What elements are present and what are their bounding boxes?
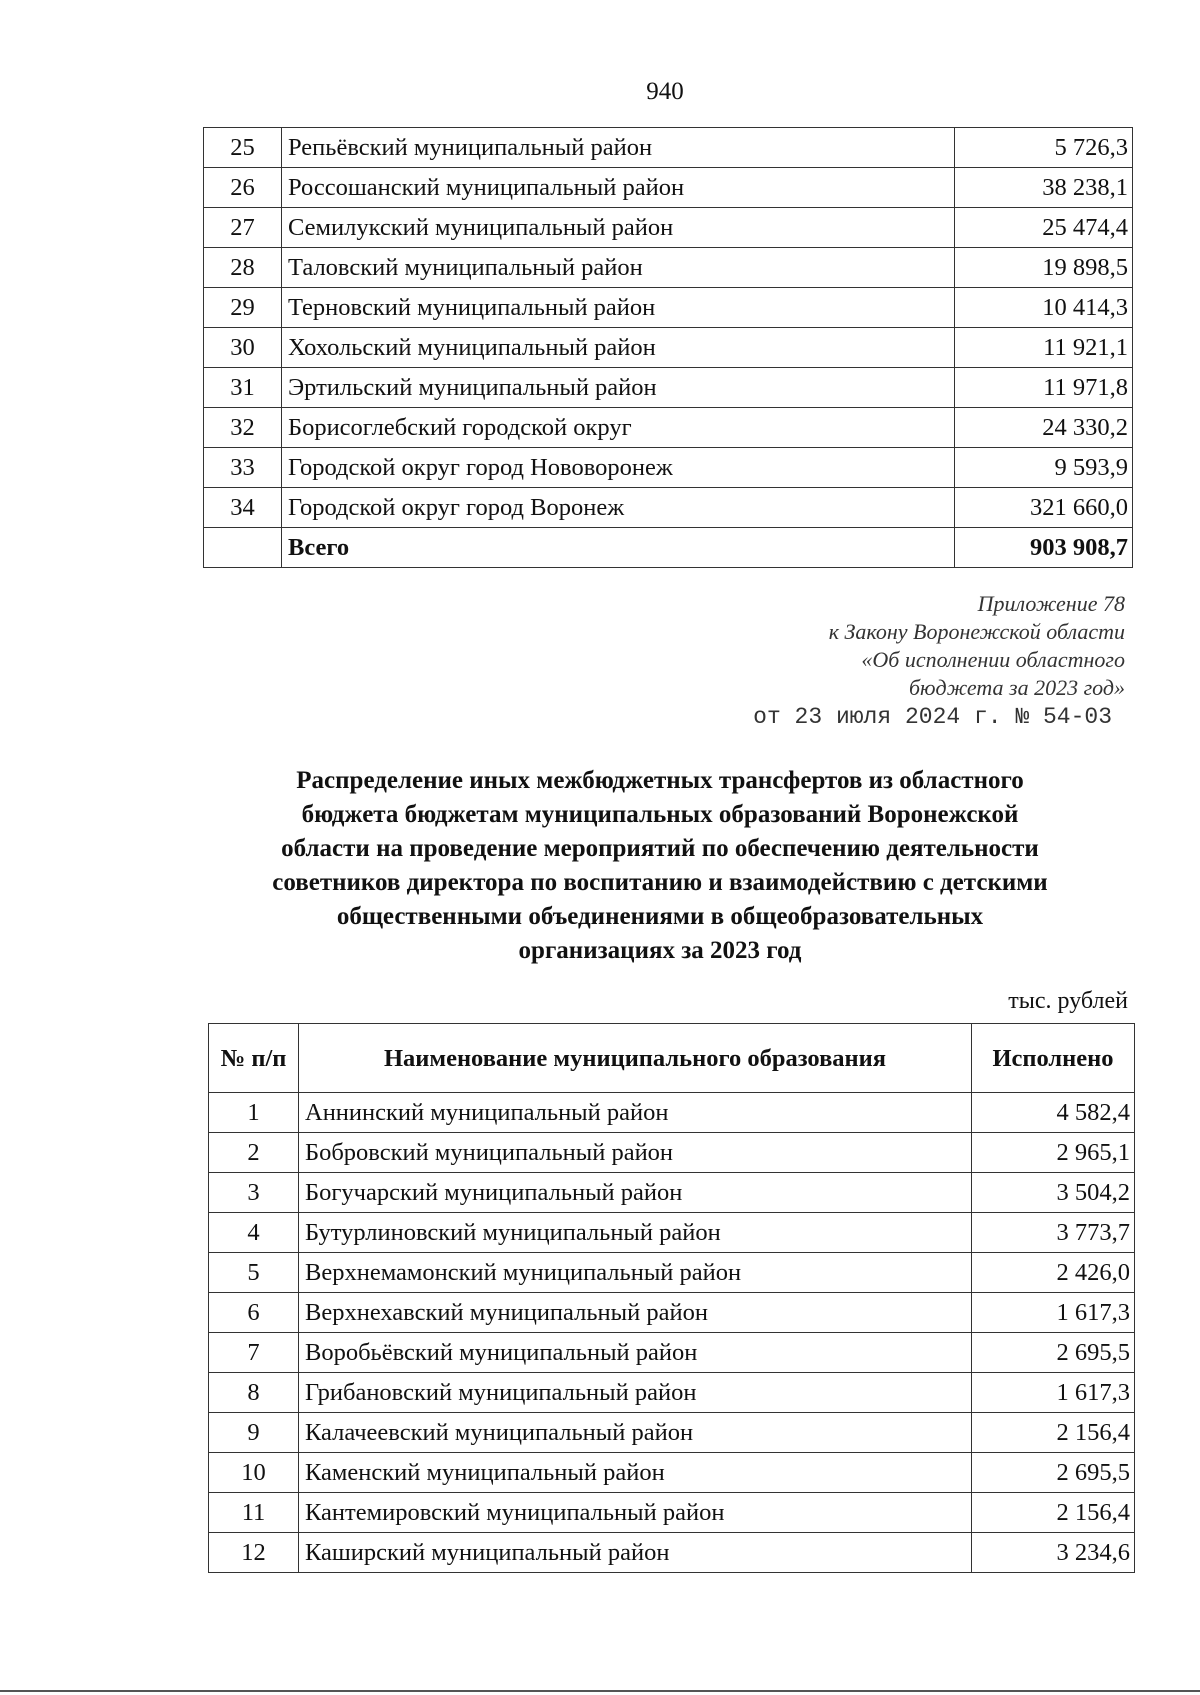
row-value: 5 726,3 (955, 128, 1133, 168)
row-value: 25 474,4 (955, 208, 1133, 248)
title-line: советников директора по воспитанию и взаимодействию с детскими (272, 869, 1048, 896)
row-number: 28 (204, 248, 282, 288)
row-name: Верхнемамонский муниципальный район (299, 1253, 972, 1293)
row-name: Борисоглебский городской округ (282, 408, 955, 448)
row-number: 9 (209, 1413, 299, 1453)
table-row (209, 1093, 1135, 1133)
table-row (209, 1213, 1135, 1253)
row-value: 9 593,9 (955, 448, 1133, 488)
unit-label: тыс. рублей (1008, 988, 1128, 1014)
row-value: 2 965,1 (972, 1133, 1135, 1173)
table-row (204, 448, 1133, 488)
table-row (204, 248, 1133, 288)
appendix-line: бюджета за 2023 год» (908, 675, 1125, 700)
row-number: 7 (209, 1333, 299, 1373)
table-row (209, 1413, 1135, 1453)
table-row (204, 408, 1133, 448)
table-row (209, 1333, 1135, 1373)
table-row (204, 168, 1133, 208)
table-row (209, 1293, 1135, 1333)
row-value: 11 921,1 (955, 328, 1133, 368)
bottom-rule (0, 1690, 1200, 1692)
table-row (204, 128, 1133, 168)
row-value: 3 773,7 (972, 1213, 1135, 1253)
row-value: 2 695,5 (972, 1453, 1135, 1493)
table1-body (204, 128, 1133, 568)
table2-body (209, 1093, 1135, 1573)
row-number: 12 (209, 1533, 299, 1573)
total-value: 903 908,7 (955, 528, 1133, 568)
row-number: 30 (204, 328, 282, 368)
row-number: 2 (209, 1133, 299, 1173)
row-name: Каширский муниципальный район (299, 1533, 972, 1573)
title-line: области на проведение мероприятий по обеспечению деятельности (281, 835, 1039, 862)
row-value: 1 617,3 (972, 1293, 1135, 1333)
table-row (209, 1173, 1135, 1213)
table-row (209, 1253, 1135, 1293)
row-value: 321 660,0 (955, 488, 1133, 528)
row-value: 38 238,1 (955, 168, 1133, 208)
row-value: 19 898,5 (955, 248, 1133, 288)
row-name: Верхнехавский муниципальный район (299, 1293, 972, 1333)
row-value: 2 156,4 (972, 1413, 1135, 1453)
row-number: 29 (204, 288, 282, 328)
table-row (204, 288, 1133, 328)
table-row (209, 1533, 1135, 1573)
row-name: Каменский муниципальный район (299, 1453, 972, 1493)
row-name: Таловский муниципальный район (282, 248, 955, 288)
row-value: 10 414,3 (955, 288, 1133, 328)
row-number: 10 (209, 1453, 299, 1493)
row-name: Воробьёвский муниципальный район (299, 1333, 972, 1373)
table-row (204, 368, 1133, 408)
row-value: 11 971,8 (955, 368, 1133, 408)
row-number: 5 (209, 1253, 299, 1293)
table-row (204, 328, 1133, 368)
title-line: бюджета бюджетам муниципальных образований Воронежской (301, 801, 1019, 828)
title-line: организациях за 2023 год (518, 937, 802, 964)
appendix-line: Приложение 78 (977, 591, 1125, 616)
row-value: 3 234,6 (972, 1533, 1135, 1573)
title-line: Распределение иных межбюджетных трансфертов из областного (296, 767, 1024, 794)
title-line: общественными объединениями в общеобразовательных (336, 903, 984, 930)
law-date-stamp: от 23 июля 2024 г. № 54-03 (753, 704, 1112, 730)
row-name: Эртильский муниципальный район (282, 368, 955, 408)
table-row (209, 1133, 1135, 1173)
header-value: Исполнено (972, 1024, 1135, 1093)
total-row (204, 528, 1133, 568)
table-row (209, 1453, 1135, 1493)
row-name: Богучарский муниципальный район (299, 1173, 972, 1213)
row-name: Аннинский муниципальный район (299, 1093, 972, 1133)
row-value: 2 695,5 (972, 1333, 1135, 1373)
row-number: 31 (204, 368, 282, 408)
row-number: 6 (209, 1293, 299, 1333)
row-number: 8 (209, 1373, 299, 1413)
row-name: Грибановский муниципальный район (299, 1373, 972, 1413)
document-title (210, 764, 1110, 968)
appendix-line: «Об исполнении областного (861, 647, 1125, 672)
table-row (209, 1373, 1135, 1413)
row-value: 24 330,2 (955, 408, 1133, 448)
header-name: Наименование муниципального образования (299, 1024, 972, 1093)
row-number: 26 (204, 168, 282, 208)
table-row (204, 208, 1133, 248)
table-header-row (209, 1024, 1135, 1093)
row-number: 27 (204, 208, 282, 248)
row-name: Городской округ город Воронеж (282, 488, 955, 528)
row-number: 1 (209, 1093, 299, 1133)
row-number: 3 (209, 1173, 299, 1213)
row-number: 32 (204, 408, 282, 448)
row-name: Кантемировский муниципальный район (299, 1493, 972, 1533)
transfers-table (208, 1023, 1135, 1573)
total-label: Всего (282, 528, 955, 568)
row-name: Репьёвский муниципальный район (282, 128, 955, 168)
table-row (209, 1493, 1135, 1533)
row-number: 11 (209, 1493, 299, 1533)
transfers-table-continued (203, 127, 1133, 568)
row-name: Хохольский муниципальный район (282, 328, 955, 368)
row-name: Бутурлиновский муниципальный район (299, 1213, 972, 1253)
row-value: 4 582,4 (972, 1093, 1135, 1133)
table-row (204, 488, 1133, 528)
row-number: 34 (204, 488, 282, 528)
header-number: № п/п (209, 1024, 299, 1093)
row-name: Терновский муниципальный район (282, 288, 955, 328)
row-name: Калачеевский муниципальный район (299, 1413, 972, 1453)
page-number: 940 (646, 78, 684, 105)
appendix-line: к Закону Воронежской области (828, 619, 1125, 644)
total-number (204, 528, 282, 568)
row-name: Городской округ город Нововоронеж (282, 448, 955, 488)
row-number: 33 (204, 448, 282, 488)
row-name: Семилукский муниципальный район (282, 208, 955, 248)
row-number: 4 (209, 1213, 299, 1253)
row-value: 3 504,2 (972, 1173, 1135, 1213)
row-value: 2 426,0 (972, 1253, 1135, 1293)
row-value: 2 156,4 (972, 1493, 1135, 1533)
row-number: 25 (204, 128, 282, 168)
row-value: 1 617,3 (972, 1373, 1135, 1413)
row-name: Россошанский муниципальный район (282, 168, 955, 208)
row-name: Бобровский муниципальный район (299, 1133, 972, 1173)
appendix-header (829, 590, 1125, 702)
